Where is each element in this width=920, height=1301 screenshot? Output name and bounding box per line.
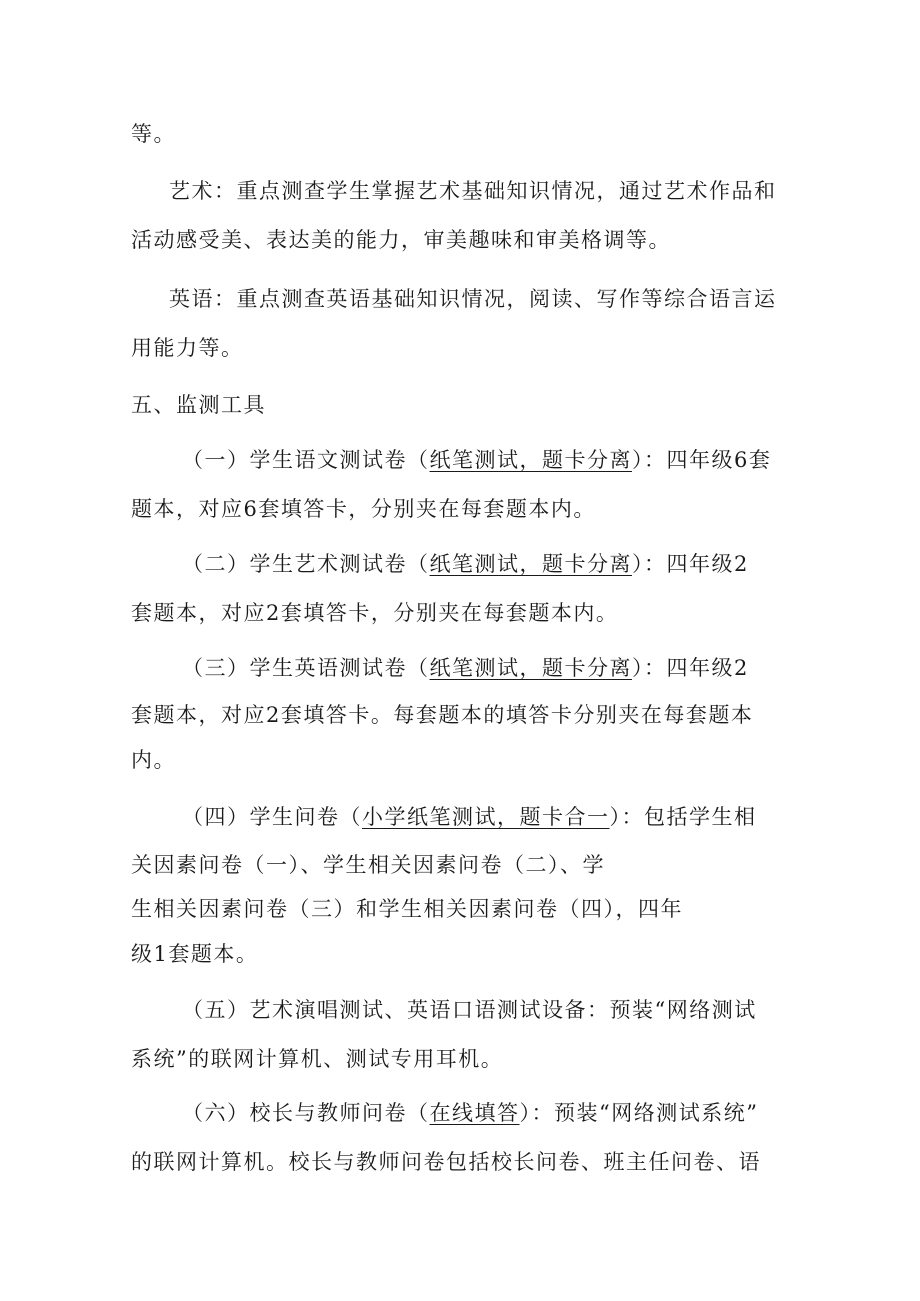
text-line: 等。	[131, 122, 176, 146]
text-line: 生相关因素问卷（三）和学生相关因素问卷（四），四年	[131, 897, 683, 921]
text-segment: ）：四年级6套	[632, 448, 772, 472]
text-line: 套题本，对应2套填答卡。每套题本的填答卡分别夹在每套题本	[131, 703, 754, 727]
text-line: 用能力等。	[131, 336, 244, 360]
underlined-text: 纸笔测试，题卡分离	[429, 448, 632, 472]
underlined-text: 纸笔测试，题卡分离	[429, 656, 632, 680]
text-line: 内。	[131, 748, 176, 772]
text-line	[182, 801, 757, 833]
text-segment: （一）学生语文测试卷（	[182, 448, 430, 472]
text-segment: （二）学生艺术测试卷（	[182, 552, 430, 576]
text-line	[182, 444, 771, 476]
text-segment: （四）学生问卷（	[182, 805, 362, 829]
section-heading: 五、监测工具	[131, 393, 266, 417]
underlined-text: 在线填答	[429, 1101, 520, 1125]
text-line: 艺术：重点测查学生掌握艺术基础知识情况，通过艺术作品和	[169, 179, 777, 203]
text-line	[182, 1097, 758, 1129]
text-line: （五）艺术演唱测试、英语口语测试设备：预装“网络测试	[182, 998, 757, 1022]
text-line: 的联网计算机。校长与教师问卷包括校长问卷、班主任问卷、语	[131, 1150, 761, 1174]
text-segment: ）：预装“网络测试系统”	[519, 1101, 759, 1125]
text-line: 关因素问卷（一）、学生相关因素问卷（二）、学	[131, 853, 605, 877]
text-line: 活动感受美、表达美的能力，审美趣味和审美格调等。	[131, 228, 671, 252]
text-line: 系统”的联网计算机、测试专用耳机。	[131, 1047, 504, 1071]
text-segment: （三）学生英语测试卷（	[182, 656, 430, 680]
underlined-text: 小学纸笔测试，题卡合一	[362, 805, 610, 829]
text-line	[182, 652, 749, 684]
text-line: 题本，对应6套填答卡，分别夹在每套题本内。	[131, 497, 596, 521]
text-line: 英语：重点测查英语基础知识情况，阅读、写作等综合语言运	[169, 287, 777, 311]
underlined-text: 纸笔测试，题卡分离	[429, 552, 632, 576]
text-segment: ）：四年级2	[632, 656, 749, 680]
text-segment: ）：包括学生相	[609, 805, 757, 829]
text-line	[182, 548, 749, 580]
text-segment: （六）校长与教师问卷（	[182, 1101, 430, 1125]
text-segment: ）：四年级2	[632, 552, 749, 576]
text-line: 级1套题本。	[131, 942, 259, 966]
text-line: 套题本，对应2套填答卡，分别夹在每套题本内。	[131, 601, 619, 625]
